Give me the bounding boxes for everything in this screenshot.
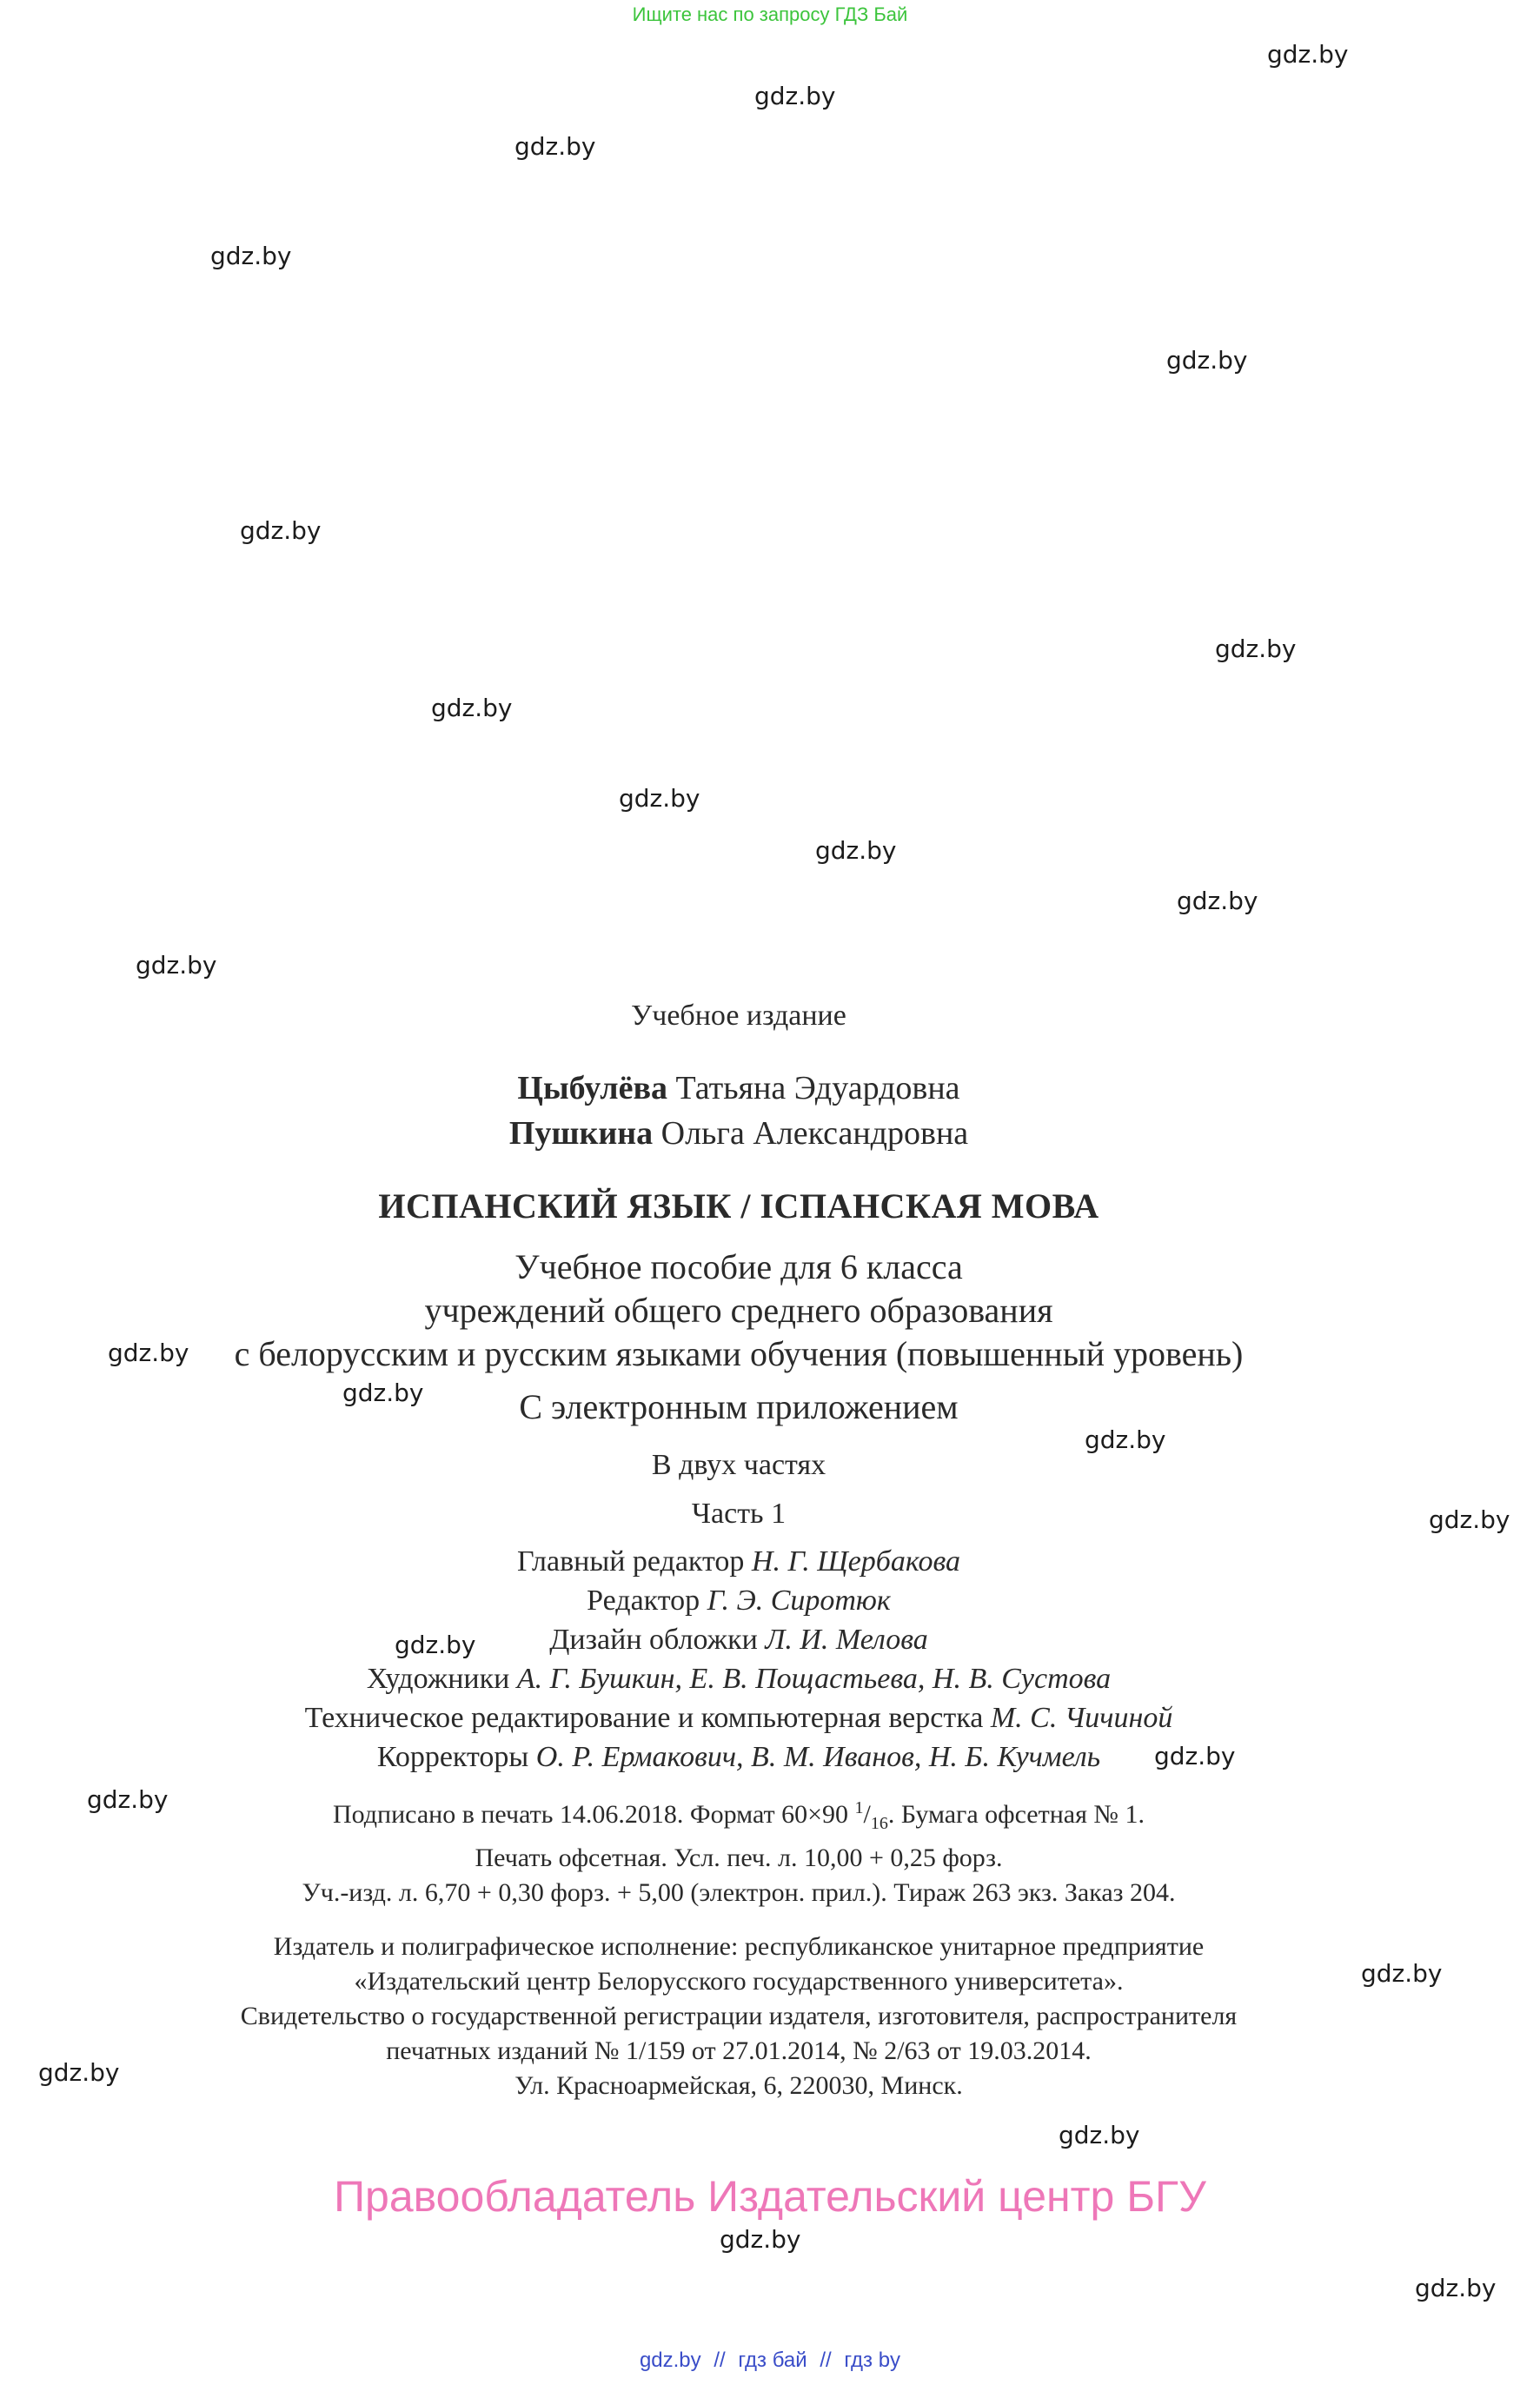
fraction-numerator: 1: [854, 1798, 864, 1817]
watermark: gdz.by: [1085, 1425, 1166, 1454]
watermark: gdz.by: [815, 836, 897, 865]
watermark: gdz.by: [342, 1379, 424, 1407]
watermark: gdz.by: [210, 242, 292, 270]
staff-names: М. С. Чичиной: [990, 1702, 1173, 1734]
part-number: Часть 1: [691, 1498, 787, 1530]
imprint-page: [174, 1000, 1304, 2103]
staff-line: [174, 1737, 1304, 1777]
staff-role: Корректоры: [376, 1741, 529, 1773]
book-description: [174, 1246, 1304, 1376]
description-line: с белорусским и русским языками обучения (повышенный уровень): [234, 1334, 1244, 1373]
publication-kind: Учебное издание: [631, 1000, 846, 1032]
fraction-denominator: 16: [870, 1814, 888, 1833]
print-line: Подписано в печать 14.06.2018. Формат 60×90 $^1/_{16}$. Бумага офсетная № 1.: [332, 1798, 1145, 1833]
print-paper: . Бумага офсетная № 1.: [887, 1800, 1145, 1829]
watermark: gdz.by: [1415, 2274, 1497, 2302]
staff-names: А. Г. Бушкин, Е. В. Пощастьева, Н. В. Сустова: [516, 1663, 1112, 1695]
staff-names: Г. Э. Сиротюк: [707, 1584, 891, 1617]
watermark: gdz.by: [1154, 1742, 1236, 1770]
electronic-supplement: С электронным приложением: [519, 1387, 959, 1426]
publisher-line: Ул. Красноармейская, 6, 220030, Минск.: [514, 2071, 963, 2100]
parts-count: В двух частях: [651, 1449, 826, 1481]
author: [174, 1111, 1304, 1156]
author-surname: Пушкина: [508, 1115, 654, 1152]
staff-line: [174, 1581, 1304, 1620]
watermark: gdz.by: [38, 2058, 120, 2087]
publisher-info: [174, 1930, 1304, 2103]
top-banner-link[interactable]: Ищите нас по запросу ГДЗ Бай: [632, 3, 908, 25]
publisher-line: «Издательский центр Белорусского государственного университета».: [354, 1967, 1124, 1996]
watermark: gdz.by: [1059, 2121, 1140, 2149]
watermark: gdz.by: [1361, 1959, 1443, 1988]
watermark: gdz.by: [1177, 887, 1258, 915]
watermark: gdz.by: [395, 1631, 476, 1659]
watermark: gdz.by: [108, 1339, 189, 1367]
author-name: Татьяна Эдуардовна: [675, 1070, 960, 1106]
footer-link[interactable]: гдз by: [844, 2348, 901, 2372]
watermark: gdz.by: [754, 82, 836, 110]
staff-role: Дизайн обложки: [549, 1624, 758, 1656]
author-surname: Цыбулёва: [517, 1070, 667, 1106]
staff-line: [174, 1698, 1304, 1737]
watermark: gdz.by: [619, 784, 700, 813]
author: [174, 1066, 1304, 1111]
watermark: gdz.by: [431, 694, 513, 722]
footer-link[interactable]: гдз бай: [738, 2348, 807, 2372]
staff-names: Н. Г. Щербакова: [751, 1545, 961, 1578]
publisher-line: Издатель и полиграфическое исполнение: республиканское унитарное предприятие: [273, 1932, 1205, 1961]
description-line: учреждений общего среднего образования: [424, 1291, 1053, 1330]
watermark: gdz.by: [514, 132, 596, 161]
staff-role: Художники: [366, 1663, 510, 1695]
print-details: [174, 1790, 1304, 1910]
watermark: gdz.by: [87, 1785, 169, 1814]
watermark: gdz.by: [720, 2225, 801, 2254]
print-line: Уч.-изд. л. 6,70 + 0,30 форз. + 5,00 (электрон. прил.). Тираж 263 экз. Заказ 204.: [302, 1878, 1176, 1907]
editorial-staff: [174, 1542, 1304, 1777]
staff-line: [174, 1620, 1304, 1659]
book-title: ИСПАНСКИЙ ЯЗЫК / ІСПАНСКАЯ МОВА: [378, 1186, 1099, 1226]
footer-separator: //: [820, 2348, 832, 2372]
authors: [174, 1066, 1304, 1156]
staff-role: Техническое редактирование и компьютерная верстка: [304, 1702, 984, 1734]
publisher-line: печатных изданий № 1/159 от 27.01.2014, № 2/63 от 19.03.2014.: [386, 2036, 1092, 2065]
footer-link[interactable]: gdz.by: [639, 2348, 701, 2372]
staff-line: [174, 1659, 1304, 1698]
rights-holder: Правообладатель Издательский центр БГУ: [334, 2172, 1206, 2221]
watermark: gdz.by: [1166, 346, 1248, 375]
watermark: gdz.by: [240, 516, 322, 545]
parts-info: [174, 1441, 1304, 1538]
staff-role: Главный редактор: [516, 1545, 745, 1578]
watermark: gdz.by: [136, 951, 217, 980]
watermark: gdz.by: [1267, 40, 1349, 69]
staff-role: Редактор: [587, 1584, 700, 1617]
staff-names: О. Р. Ермакович, В. М. Иванов, Н. Б. Кучмель: [535, 1741, 1101, 1773]
footer-separator: //: [714, 2348, 726, 2372]
author-name: Ольга Александровна: [660, 1115, 969, 1152]
staff-line: [174, 1542, 1304, 1581]
staff-names: Л. И. Мелова: [765, 1624, 928, 1656]
watermark: gdz.by: [1429, 1505, 1510, 1534]
watermark: gdz.by: [1215, 634, 1297, 663]
print-format: Подписано в печать 14.06.2018. Формат 60×90: [332, 1800, 849, 1829]
description-line: Учебное пособие для 6 класса: [514, 1247, 963, 1286]
bottom-links: [0, 2348, 1540, 2373]
print-line: Печать офсетная. Усл. печ. л. 10,00 + 0,25 форз.: [475, 1844, 1003, 1872]
publisher-line: Свидетельство о государственной регистрации издателя, изготовителя, распространителя: [240, 2002, 1238, 2030]
